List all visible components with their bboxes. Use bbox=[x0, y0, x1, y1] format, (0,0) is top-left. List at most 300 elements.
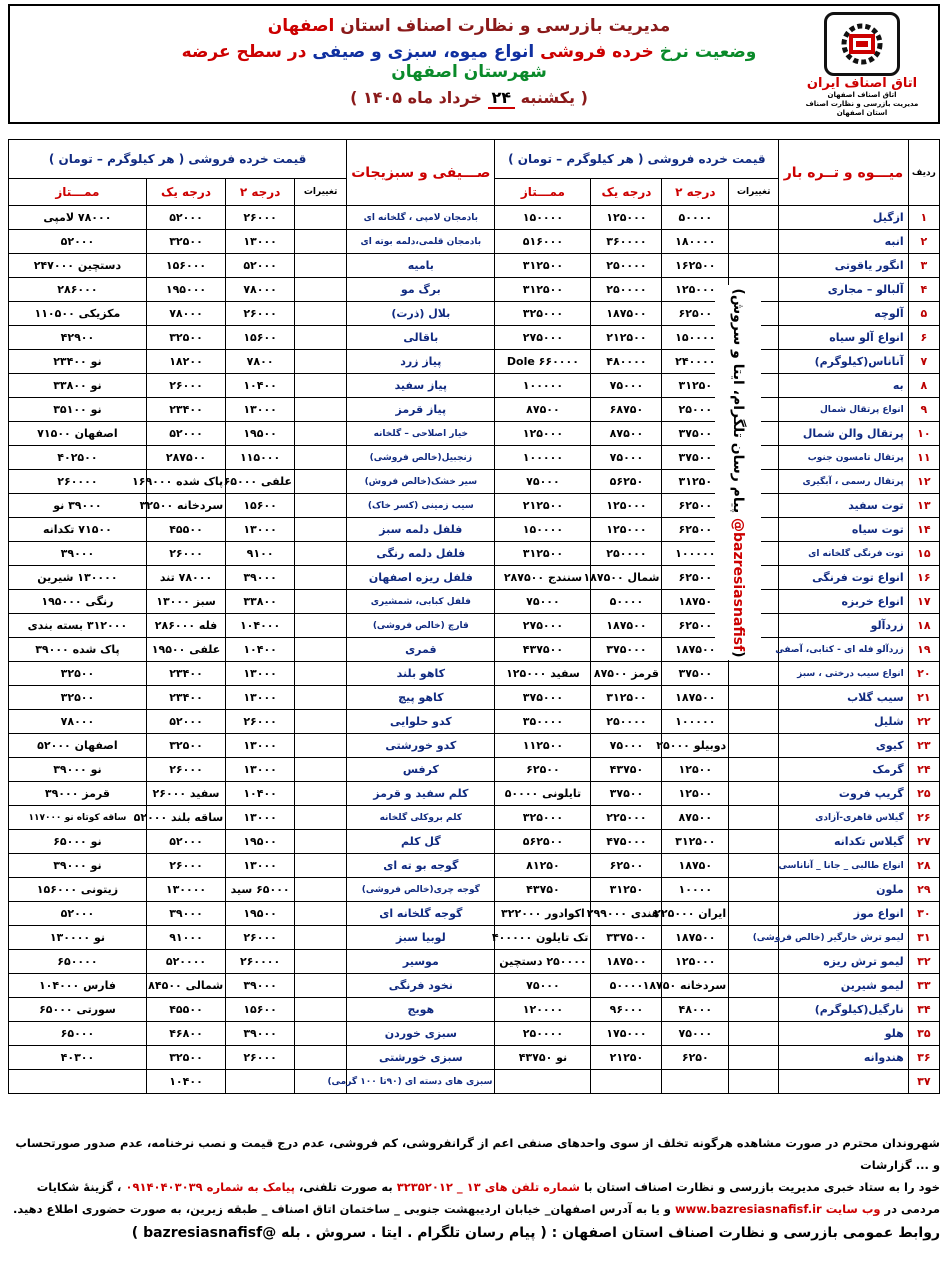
fruit-grade1-price: ۶۸۷۵۰ bbox=[591, 398, 662, 422]
table-row bbox=[9, 854, 940, 878]
vegetable-name: پیاز قرمز bbox=[347, 398, 495, 422]
fruit-grade1-price: ۲۲۵۰۰۰ bbox=[591, 806, 662, 830]
fruit-grade2-price: ۳۷۵۰۰ bbox=[662, 662, 729, 686]
vegetable-name: قمری bbox=[347, 638, 495, 662]
veg-changes bbox=[295, 326, 347, 350]
fruit-grade1-price: ۳۱۲۵۰ bbox=[591, 878, 662, 902]
row-number: ۷ bbox=[908, 350, 939, 374]
table-row bbox=[9, 974, 940, 998]
fruit-changes bbox=[729, 1046, 779, 1070]
veg-grade2-price: علفی ۶۵۰۰۰ bbox=[226, 470, 295, 494]
fruit-grade1-price: ۴۳۷۵۰ bbox=[591, 758, 662, 782]
row-number: ۱۲ bbox=[908, 470, 939, 494]
veg-changes bbox=[295, 1046, 347, 1070]
veg-premium-price: قرمز ۳۹۰۰۰ bbox=[9, 782, 147, 806]
veg-changes bbox=[295, 542, 347, 566]
vegetable-name: گل کلم bbox=[347, 830, 495, 854]
veg-grade2-price: ۱۰۴۰۰ bbox=[226, 782, 295, 806]
fruit-grade1-price: ۲۵۰۰۰۰ bbox=[591, 710, 662, 734]
veg-premium-price: ۴۲۹۰۰ bbox=[9, 326, 147, 350]
veg-grade1-price: ۱۹۵۰۰۰ bbox=[146, 278, 225, 302]
fruit-changes bbox=[729, 902, 779, 926]
fruit-changes bbox=[729, 1070, 779, 1094]
fruit-grade1-price: شمال ۱۸۷۵۰۰ bbox=[591, 566, 662, 590]
veg-premium-price: نو ۳۳۸۰۰ bbox=[9, 374, 147, 398]
row-number: ۱۴ bbox=[908, 518, 939, 542]
veg-grade2-price: ۱۹۵۰۰ bbox=[226, 830, 295, 854]
fruit-premium-price: ۳۲۵۰۰۰ bbox=[495, 806, 591, 830]
fruit-name: نارگیل(کیلوگرم) bbox=[779, 998, 908, 1022]
fruit-name: گرمک bbox=[779, 758, 908, 782]
fruit-changes bbox=[729, 998, 779, 1022]
vegetable-name: باقالی bbox=[347, 326, 495, 350]
fruit-changes bbox=[729, 686, 779, 710]
fruit-grade1-price: ۱۲۵۰۰۰ bbox=[591, 518, 662, 542]
fruit-name: آناناس(کیلوگرم) bbox=[779, 350, 908, 374]
row-number: ۳۳ bbox=[908, 974, 939, 998]
table-row bbox=[9, 590, 940, 614]
veg-premium-price: اصفهان ۵۲۰۰۰ bbox=[9, 734, 147, 758]
fruit-grade1-price: ۱۸۷۵۰۰ bbox=[591, 614, 662, 638]
vegetable-name: زنجبیل(خالص فروشی) bbox=[347, 446, 495, 470]
vegetable-name: بادمجان قلمی،دلمه بوته ای bbox=[347, 230, 495, 254]
veg-grade1-price: ساقه بلند ۵۲۰۰۰ bbox=[146, 806, 225, 830]
veg-grade2-price: ۶۵۰۰۰ سید bbox=[226, 878, 295, 902]
row-number: ۲۲ bbox=[908, 710, 939, 734]
veg-changes bbox=[295, 926, 347, 950]
veg-changes bbox=[295, 374, 347, 398]
vegetable-name: نخود فرنگی bbox=[347, 974, 495, 998]
veg-grade1-price: ۵۲۰۰۰ bbox=[146, 710, 225, 734]
veg-grade1-price: سفید ۲۶۰۰۰ bbox=[146, 782, 225, 806]
fruit-premium-price: ۲۷۵۰۰۰ bbox=[495, 614, 591, 638]
fruit-grade1-price: ۴۷۵۰۰۰ bbox=[591, 830, 662, 854]
table-row bbox=[9, 686, 940, 710]
vegetable-name: کدو خورشتی bbox=[347, 734, 495, 758]
footer-paragraph-3: مردمی در وب سایت www.bazresiasnafisf.ir و یا به آدرس اصفهان_ خیابان اردیبهشت جنوبی _ ساختمان اتاق اصناف _ طبقه زیرین، به صورت حضوری اطلاع دهید. bbox=[12, 1202, 940, 1216]
vegetable-name: سبزی خوردن bbox=[347, 1022, 495, 1046]
fruit-premium-price: ۴۳۷۵۰۰ bbox=[495, 638, 591, 662]
fruit-premium-price: Dole ۶۶۰۰۰۰ bbox=[495, 350, 591, 374]
veg-grade2-price: ۳۹۰۰۰ bbox=[226, 566, 295, 590]
veg-grade2-price: ۹۱۰۰ bbox=[226, 542, 295, 566]
veg-premium-price: زیتونی ۱۵۶۰۰۰ bbox=[9, 878, 147, 902]
fruit-name: آلوچه bbox=[779, 302, 908, 326]
fruit-grade2-price: ۱۲۵۰۰۰ bbox=[662, 950, 729, 974]
table-row bbox=[9, 830, 940, 854]
fruit-premium-price: ۱۲۰۰۰۰ bbox=[495, 998, 591, 1022]
table-row bbox=[9, 902, 940, 926]
veg-grade1-price: فله ۲۸۶۰۰۰ bbox=[146, 614, 225, 638]
vegetable-name: گوجه چری(خالص فروشی) bbox=[347, 878, 495, 902]
fruit-grade2-price: ۱۸۷۵۰ bbox=[662, 590, 729, 614]
messenger-side-note: (پیام رسان تلگرام، ایتا و سروش @bazresiasnafisf) bbox=[715, 285, 761, 660]
table-row bbox=[9, 782, 940, 806]
fruit-grade2-price: ۶۲۵۰ bbox=[662, 1046, 729, 1070]
row-number: ۲۰ bbox=[908, 662, 939, 686]
table-row bbox=[9, 518, 940, 542]
price-table bbox=[8, 139, 940, 1094]
veg-premium-price bbox=[9, 1070, 147, 1094]
fruit-name: ازگیل bbox=[779, 206, 908, 230]
vegetable-name: پیاز سفید bbox=[347, 374, 495, 398]
fruit-grade2-price: ۶۲۵۰۰ bbox=[662, 302, 729, 326]
table-row bbox=[9, 662, 940, 686]
fruit-name: انگور یاقوتی bbox=[779, 254, 908, 278]
logo-subtitle-1: اتاق اصناف اصفهان bbox=[827, 91, 897, 99]
fruit-grade1-price: ۷۵۰۰۰ bbox=[591, 374, 662, 398]
row-number: ۲۱ bbox=[908, 686, 939, 710]
veg-grade1-price: ۳۲۵۰۰ bbox=[146, 230, 225, 254]
veg-premium-price: ۷۱۵۰۰ تکدانه bbox=[9, 518, 147, 542]
fruit-grade2-price: ۲۵۰۰۰ bbox=[662, 398, 729, 422]
fruit-grade1-price: ۵۰۰۰۰ bbox=[591, 974, 662, 998]
fruit-grade2-price: ۵۰۰۰۰ bbox=[662, 206, 729, 230]
fruit-premium-price: ۳۵۰۰۰۰ bbox=[495, 710, 591, 734]
row-number: ۳۲ bbox=[908, 950, 939, 974]
fruit-grade1-price: ۲۵۰۰۰۰ bbox=[591, 254, 662, 278]
fruit-grade1-price: ۱۷۵۰۰۰ bbox=[591, 1022, 662, 1046]
veg-grade2-price: ۱۳۰۰۰ bbox=[226, 662, 295, 686]
veg-changes bbox=[295, 398, 347, 422]
fruit-premium-price: ۸۱۲۵۰ bbox=[495, 854, 591, 878]
veg-changes bbox=[295, 422, 347, 446]
fruit-name: انواع آلو سیاه bbox=[779, 326, 908, 350]
vegetable-name: برگ مو bbox=[347, 278, 495, 302]
veg-premium-price: ۵۲۰۰۰ bbox=[9, 230, 147, 254]
fruit-changes bbox=[729, 974, 779, 998]
fruit-name: کیوی bbox=[779, 734, 908, 758]
fruit-grade1-price: ۷۵۰۰۰ bbox=[591, 446, 662, 470]
fruit-changes bbox=[729, 806, 779, 830]
fruit-grade2-price: ۳۱۲۵۰۰ bbox=[662, 830, 729, 854]
fruit-premium-price: ۱۱۲۵۰۰ bbox=[495, 734, 591, 758]
veg-grade1-price: ۱۰۴۰۰ bbox=[146, 1070, 225, 1094]
veg-changes bbox=[295, 686, 347, 710]
fruit-premium-price: ۳۷۵۰۰۰ bbox=[495, 686, 591, 710]
fruit-name: انواع موز bbox=[779, 902, 908, 926]
fruit-grade1-price bbox=[591, 1070, 662, 1094]
veg-grade1-price: علفی ۱۹۵۰۰ bbox=[146, 638, 225, 662]
fruit-name: پرتقال رسمی ، آبگیری bbox=[779, 470, 908, 494]
fruit-grade2-price: ۶۲۵۰۰ bbox=[662, 494, 729, 518]
veg-premium-price: ۳۱۲۰۰۰ بسته بندی bbox=[9, 614, 147, 638]
fruit-premium-price: ۸۷۵۰۰ bbox=[495, 398, 591, 422]
veg-premium-price: ۷۸۰۰۰ bbox=[9, 710, 147, 734]
fruit-name: پرتقال تامسون جنوب bbox=[779, 446, 908, 470]
row-number: ۱۶ bbox=[908, 566, 939, 590]
fruit-premium-price: ۷۵۰۰۰ bbox=[495, 590, 591, 614]
table-row bbox=[9, 950, 940, 974]
veg-premium-price: رنگی ۱۹۵۰۰۰ bbox=[9, 590, 147, 614]
row-number: ۱۳ bbox=[908, 494, 939, 518]
table-row bbox=[9, 1046, 940, 1070]
vegetable-price-header: قیمت خرده فروشی ( هر کیلوگرم – تومان ) bbox=[9, 140, 347, 179]
veg-grade2-price: ۳۹۰۰۰ bbox=[226, 974, 295, 998]
fruit-grade1-price: ۹۶۰۰۰ bbox=[591, 998, 662, 1022]
veg-grade1-price: ۳۲۵۰۰ bbox=[146, 734, 225, 758]
table-row bbox=[9, 326, 940, 350]
veg-changes bbox=[295, 758, 347, 782]
fruit-name: سیب گلاب bbox=[779, 686, 908, 710]
fruit-grade2-price: ۶۲۵۰۰ bbox=[662, 614, 729, 638]
fruit-name: انواع خربزه bbox=[779, 590, 908, 614]
veg-premium-price: ۳۹۰۰۰ نو bbox=[9, 494, 147, 518]
row-number: ۶ bbox=[908, 326, 939, 350]
fruit-grade1-price: ۲۱۲۵۰۰ bbox=[591, 326, 662, 350]
row-number: ۵ bbox=[908, 302, 939, 326]
row-number: ۲۴ bbox=[908, 758, 939, 782]
veg-premium-price: اصفهان ۷۱۵۰۰ bbox=[9, 422, 147, 446]
fruit-grade2-price: ایران ۲۲۵۰۰۰ bbox=[662, 902, 729, 926]
org-title: مدیریت بازرسی و نظارت اصناف استان اصفهان bbox=[267, 16, 671, 36]
row-number: ۱۰ bbox=[908, 422, 939, 446]
table-row bbox=[9, 302, 940, 326]
veg-grade2-price: ۷۸۰۰۰ bbox=[226, 278, 295, 302]
veg-premium-price: نو ۳۹۰۰۰ bbox=[9, 758, 147, 782]
fruit-name: توت فرنگی گلخانه ای bbox=[779, 542, 908, 566]
fruit-grade2-price bbox=[662, 1070, 729, 1094]
vegetable-name: بامیه bbox=[347, 254, 495, 278]
veg-premium-header: ممـــتاز bbox=[9, 179, 147, 206]
veg-premium-price: نو ۱۳۰۰۰۰ bbox=[9, 926, 147, 950]
vegetable-name: سیب زمینی (کسر خاک) bbox=[347, 494, 495, 518]
logo-title: اتاق اصناف ایران bbox=[806, 76, 918, 91]
vegetable-name: کلم سفید و قرمز bbox=[347, 782, 495, 806]
row-number: ۸ bbox=[908, 374, 939, 398]
table-row bbox=[9, 494, 940, 518]
veg-changes bbox=[295, 470, 347, 494]
fruit-grade1-price: ۲۵۰۰۰۰ bbox=[591, 542, 662, 566]
vegetable-name: فلفل کبابی، شمشیری bbox=[347, 590, 495, 614]
fruit-premium-price: ۳۲۵۰۰۰ bbox=[495, 302, 591, 326]
fruit-grade1-price: هندی ۲۹۹۰۰۰ bbox=[591, 902, 662, 926]
veg-changes bbox=[295, 830, 347, 854]
veg-premium-price: ۴۰۳۰۰ bbox=[9, 1046, 147, 1070]
fruit-grade2-price: ۶۲۵۰۰ bbox=[662, 518, 729, 542]
veg-grade2-price: ۵۲۰۰۰ bbox=[226, 254, 295, 278]
veg-grade1-price: ۵۲۰۰۰ bbox=[146, 206, 225, 230]
fruit-name: شلیل bbox=[779, 710, 908, 734]
fruit-grade1-price: ۷۵۰۰۰ bbox=[591, 734, 662, 758]
veg-changes bbox=[295, 902, 347, 926]
fruit-premium-price: ۱۲۵۰۰۰ bbox=[495, 422, 591, 446]
fruit-name: زردآلو bbox=[779, 614, 908, 638]
veg-changes bbox=[295, 494, 347, 518]
veg-premium-price: نو ۳۵۱۰۰ bbox=[9, 398, 147, 422]
vegetable-name: کرفس bbox=[347, 758, 495, 782]
fruit-changes-header: تغییرات bbox=[729, 179, 779, 206]
fruit-changes bbox=[729, 854, 779, 878]
fruit-premium-price: ۶۲۵۰۰ bbox=[495, 758, 591, 782]
fruit-grade1-price: ۵۰۰۰۰ bbox=[591, 590, 662, 614]
fruit-name: گیلاس تکدانه bbox=[779, 830, 908, 854]
fruit-name: انواع طالبی _ جانا _ آناناسی bbox=[779, 854, 908, 878]
fruit-grade2-price: ۱۸۰۰۰۰ bbox=[662, 230, 729, 254]
veg-grade1-price: ۲۶۰۰۰ bbox=[146, 758, 225, 782]
veg-changes bbox=[295, 854, 347, 878]
veg-grade2-header: درجه ۲ bbox=[226, 179, 295, 206]
table-row bbox=[9, 638, 940, 662]
table-row bbox=[9, 230, 940, 254]
vegetable-name: خیار اصلاحی – گلخانه bbox=[347, 422, 495, 446]
logo-subtitle-3: استان اصفهان bbox=[836, 109, 888, 117]
fruit-grade1-header: درجه یک bbox=[591, 179, 662, 206]
fruit-grade2-price: ۳۱۲۵۰ bbox=[662, 470, 729, 494]
fruit-grade2-price: ۱۲۵۰۰ bbox=[662, 758, 729, 782]
table-row bbox=[9, 878, 940, 902]
veg-grade1-price: ۷۸۰۰۰ bbox=[146, 302, 225, 326]
table-row bbox=[9, 710, 940, 734]
veg-grade1-price: ۲۶۰۰۰ bbox=[146, 854, 225, 878]
veg-premium-price: ۱۳۰۰۰۰ شیرین bbox=[9, 566, 147, 590]
website-link[interactable]: وب سایت www.bazresiasnafisf.ir bbox=[674, 1202, 881, 1216]
veg-premium-price: ۶۵۰۰۰۰ bbox=[9, 950, 147, 974]
veg-grade2-price bbox=[226, 1070, 295, 1094]
veg-changes bbox=[295, 614, 347, 638]
fruit-changes bbox=[729, 254, 779, 278]
fruit-premium-price: ۴۳۷۵۰ bbox=[495, 878, 591, 902]
veg-changes bbox=[295, 1022, 347, 1046]
table-row bbox=[9, 350, 940, 374]
fruit-grade2-price: ۳۱۲۵۰ bbox=[662, 374, 729, 398]
table-row bbox=[9, 446, 940, 470]
vegetable-name: کدو حلوایی bbox=[347, 710, 495, 734]
row-number: ۱ bbox=[908, 206, 939, 230]
veg-changes bbox=[295, 782, 347, 806]
logo-subtitle-2: مدیریت بازرسی و نظارت اصناف bbox=[805, 100, 919, 108]
fruit-changes bbox=[729, 758, 779, 782]
vegetable-name: گوجه بو ته ای bbox=[347, 854, 495, 878]
fruit-premium-price: ۱۰۰۰۰۰ bbox=[495, 374, 591, 398]
fruit-grade2-price: سردخانه ۱۸۷۵۰ bbox=[662, 974, 729, 998]
fruit-grade1-price: ۴۸۰۰۰۰ bbox=[591, 350, 662, 374]
table-row bbox=[9, 254, 940, 278]
table-row bbox=[9, 758, 940, 782]
report-date: ( یکشنبه ۲۴ خرداد ماه ۱۴۰۵ ) bbox=[350, 88, 588, 107]
fruit-premium-price: ۷۵۰۰۰ bbox=[495, 470, 591, 494]
veg-premium-price: ۲۶۰۰۰۰ bbox=[9, 470, 147, 494]
fruit-premium-price: ۱۵۰۰۰۰ bbox=[495, 206, 591, 230]
row-number: ۲۵ bbox=[908, 782, 939, 806]
veg-changes bbox=[295, 302, 347, 326]
veg-grade2-price: ۱۳۰۰۰ bbox=[226, 854, 295, 878]
veg-grade1-price: ۵۲۰۰۰ bbox=[146, 830, 225, 854]
fruit-grade2-price: دوبیلو ۲۵۰۰۰ bbox=[662, 734, 729, 758]
fruit-name: لیمو ترش ریزه bbox=[779, 950, 908, 974]
veg-grade1-price: ۵۲۰۰۰ bbox=[146, 422, 225, 446]
fruit-premium-price: ۲۷۵۰۰۰ bbox=[495, 326, 591, 350]
fruit-changes bbox=[729, 1022, 779, 1046]
fruit-premium-price: ۲۵۰۰۰۰ bbox=[495, 1022, 591, 1046]
veg-grade1-price: ۳۹۰۰۰ bbox=[146, 902, 225, 926]
fruit-premium-price: ۲۱۲۵۰۰ bbox=[495, 494, 591, 518]
table-row bbox=[9, 470, 940, 494]
fruit-name: زردآلو فله ای - کتابی، آصفی bbox=[779, 638, 908, 662]
row-number-header: ردیف bbox=[908, 140, 939, 206]
fruit-name: لیمو شیرین bbox=[779, 974, 908, 998]
veg-grade1-price: ۷۸۰۰۰ تند bbox=[146, 566, 225, 590]
fruit-premium-price: سنندج ۲۸۷۵۰۰ bbox=[495, 566, 591, 590]
vegetable-name: فلفل دلمه سبز bbox=[347, 518, 495, 542]
fruit-grade1-price: ۳۳۷۵۰۰ bbox=[591, 926, 662, 950]
veg-changes bbox=[295, 566, 347, 590]
fruit-changes bbox=[729, 230, 779, 254]
table-row bbox=[9, 1070, 940, 1094]
fruit-grade2-price: ۱۲۵۰۰ bbox=[662, 782, 729, 806]
footer-contact-line: روابط عمومی بازرسی و نظارت اصناف استان اصفهان : ( پیام رسان تلگرام . ایتا . سروش . بله @bazresiasnafisf ) bbox=[131, 1225, 940, 1241]
veg-changes bbox=[295, 254, 347, 278]
row-number: ۱۷ bbox=[908, 590, 939, 614]
fruit-name: انواع پرتقال شمال bbox=[779, 398, 908, 422]
fruit-premium-price: تایلونی ۵۰۰۰۰ bbox=[495, 782, 591, 806]
fruit-grade2-price: ۱۶۲۵۰۰ bbox=[662, 254, 729, 278]
report-title: وضعیت نرخ خرده فروشی انواع میوه، سبزی و صیفی در سطح عرضه شهرستان اصفهان bbox=[181, 42, 757, 82]
fruit-grade1-price: ۳۷۵۰۰ bbox=[591, 782, 662, 806]
fruit-grade2-price: ۲۴۰۰۰۰ bbox=[662, 350, 729, 374]
row-number: ۲۷ bbox=[908, 830, 939, 854]
table-row bbox=[9, 422, 940, 446]
veg-grade1-price: سردخانه ۳۲۵۰۰ bbox=[146, 494, 225, 518]
veg-grade2-price: ۲۶۰۰۰ bbox=[226, 302, 295, 326]
table-row bbox=[9, 374, 940, 398]
veg-grade1-price: ۲۶۰۰۰ bbox=[146, 374, 225, 398]
veg-premium-price: سورتی ۶۵۰۰۰ bbox=[9, 998, 147, 1022]
veg-grade1-price: شمالی ۸۴۵۰۰ bbox=[146, 974, 225, 998]
row-number: ۲۶ bbox=[908, 806, 939, 830]
page-header bbox=[8, 4, 940, 124]
veg-grade2-price: ۱۵۶۰۰ bbox=[226, 998, 295, 1022]
veg-grade1-price: ۲۸۷۵۰۰ bbox=[146, 446, 225, 470]
veg-changes-header: تغییرات bbox=[295, 179, 347, 206]
veg-changes bbox=[295, 518, 347, 542]
fruit-grade2-price: ۱۰۰۰۰۰ bbox=[662, 542, 729, 566]
fruit-grade1-price: ۱۲۵۰۰۰ bbox=[591, 206, 662, 230]
table-row bbox=[9, 806, 940, 830]
veg-changes bbox=[295, 998, 347, 1022]
veg-changes bbox=[295, 350, 347, 374]
veg-grade2-price: ۱۱۵۰۰۰ bbox=[226, 446, 295, 470]
fruit-grade2-price: ۳۷۵۰۰ bbox=[662, 446, 729, 470]
fruit-grade2-price: ۳۷۵۰۰ bbox=[662, 422, 729, 446]
veg-grade1-price: ۳۲۵۰۰ bbox=[146, 1046, 225, 1070]
fruit-price-header: قیمت خرده فروشی ( هر کیلوگرم – تومان ) bbox=[495, 140, 779, 179]
veg-grade2-price: ۱۳۰۰۰ bbox=[226, 734, 295, 758]
fruit-name: پرتقال والن شمال bbox=[779, 422, 908, 446]
veg-grade2-price: ۱۰۴۰۰ bbox=[226, 374, 295, 398]
fruit-changes bbox=[729, 710, 779, 734]
row-number: ۳۵ bbox=[908, 1022, 939, 1046]
row-number: ۱۵ bbox=[908, 542, 939, 566]
vegetable-name: فلفل دلمه رنگی bbox=[347, 542, 495, 566]
row-number: ۱۸ bbox=[908, 614, 939, 638]
veg-grade2-price: ۲۶۰۰۰ bbox=[226, 926, 295, 950]
veg-grade2-price: ۱۰۴۰۰۰ bbox=[226, 614, 295, 638]
veg-grade1-price: ۵۲۰۰۰۰ bbox=[146, 950, 225, 974]
row-number: ۳۷ bbox=[908, 1070, 939, 1094]
row-number: ۲۹ bbox=[908, 878, 939, 902]
veg-premium-price: پاک شده ۳۹۰۰۰ bbox=[9, 638, 147, 662]
fruit-premium-price: ۱۰۰۰۰۰ bbox=[495, 446, 591, 470]
vegetable-name: کاهو پیچ bbox=[347, 686, 495, 710]
fruit-grade1-price: ۳۱۲۵۰۰ bbox=[591, 686, 662, 710]
fruit-changes bbox=[729, 830, 779, 854]
table-row bbox=[9, 542, 940, 566]
fruit-grade2-price: ۱۸۷۵۰۰ bbox=[662, 686, 729, 710]
veg-grade2-price: ۲۶۰۰۰ bbox=[226, 710, 295, 734]
fruit-grade1-price: ۲۱۲۵۰ bbox=[591, 1046, 662, 1070]
row-number: ۳۴ bbox=[908, 998, 939, 1022]
